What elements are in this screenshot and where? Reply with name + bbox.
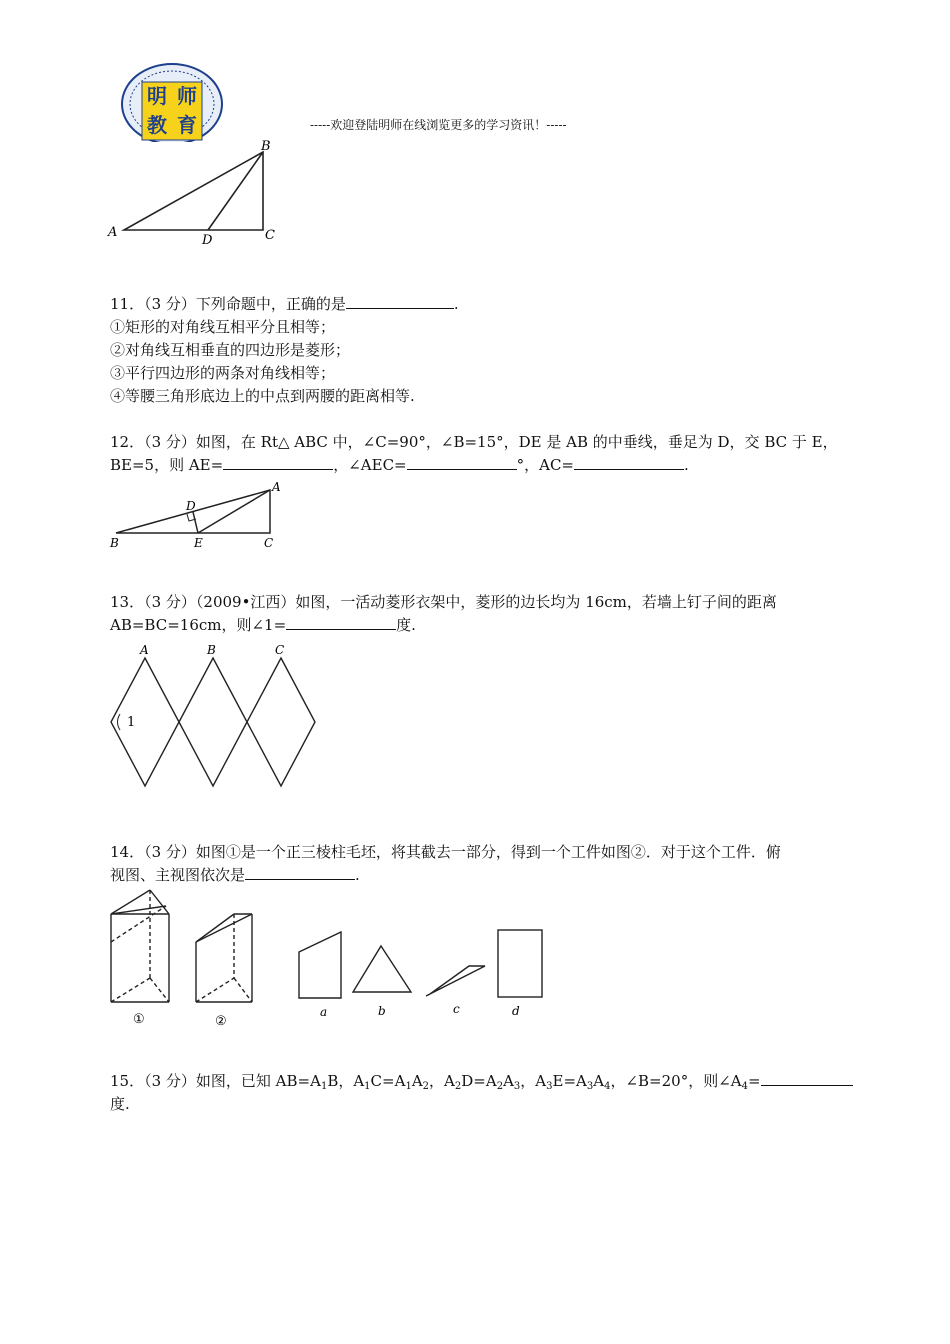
- question-11-option: ①矩形的对角线互相平分且相等；: [110, 318, 336, 336]
- point-label-a: A: [140, 643, 149, 657]
- answer-blank-ae[interactable]: [223, 453, 333, 470]
- header-banner: -----欢迎登陆明师在线浏览更多的学习资讯！-----: [310, 118, 567, 132]
- point-label-c: C: [265, 228, 275, 243]
- prism-2: [196, 914, 252, 1002]
- logo-char: 育: [177, 113, 197, 137]
- caption-d: d: [512, 1004, 520, 1018]
- figure-q14-prisms: [100, 882, 560, 1032]
- view-d: [498, 930, 542, 997]
- angle-label-1: 1: [127, 715, 136, 730]
- question-11-stem: 11．（3 分）下列命题中，正确的是: [110, 295, 346, 313]
- caption-b: b: [378, 1004, 386, 1018]
- figure-q13-rhombus-rack: [100, 640, 330, 792]
- question-14-line1: 14．（3 分）如图①是一个正三棱柱毛坯，将其截去一部分，得到一个工件如图②．对于这个工件．俯: [110, 843, 781, 861]
- view-b: [353, 946, 411, 992]
- caption-2: ②: [215, 1014, 227, 1029]
- figure-q12-triangle: [100, 478, 290, 554]
- answer-blank-aec[interactable]: [407, 453, 517, 470]
- question-15-line2: 度.: [110, 1095, 130, 1113]
- point-label-b: B: [110, 536, 119, 550]
- answer-blank-angle1[interactable]: [286, 613, 396, 630]
- point-label-e: E: [194, 536, 203, 550]
- point-label-d: D: [202, 233, 213, 248]
- logo-char: 明: [147, 84, 167, 108]
- logo-char: 师: [177, 84, 197, 108]
- question-12-line1: 12．（3 分）如图，在 Rt△ ABC 中，∠C=90°，∠B=15°，DE 是 AB 的中垂线，垂足为 D，交 BC 于 E，: [110, 433, 838, 451]
- caption-c: c: [453, 1002, 460, 1016]
- question-11-option: ③平行四边形的两条对角线相等；: [110, 364, 336, 382]
- point-label-a: A: [272, 480, 281, 494]
- question-11: 11．（3 分）下列命题中，正确的是 .: [110, 292, 459, 316]
- prism-1: [111, 890, 169, 1002]
- point-label-d: D: [186, 499, 196, 513]
- figure-q10-triangle: [100, 138, 290, 250]
- point-label-b: B: [261, 139, 271, 154]
- question-11-option: ②对角线互相垂直的四边形是菱形；: [110, 341, 351, 359]
- point-label-b: B: [207, 643, 216, 657]
- logo-char: 教: [147, 113, 167, 137]
- caption-a: a: [320, 1005, 328, 1019]
- answer-blank-ac[interactable]: [574, 453, 684, 470]
- logo: [120, 60, 224, 142]
- question-15-line1: 15．（3 分）如图，已知 $AB=A_1B$，$A_1C=A_1A_2$，$A_2D=A_2A_3$，$A_3E=A_3A_4$，∠B=20°，则$\angle A_4=$: [110, 1069, 853, 1093]
- answer-blank-views[interactable]: [245, 863, 355, 880]
- question-14-line2: 视图、主视图依次是 .: [110, 863, 360, 887]
- question-13-line1: 13．（3 分）（2009•江西）如图，一活动菱形衣架中，菱形的边长均为 16cm，若墙上钉子间的距离: [110, 593, 777, 611]
- answer-blank-a4[interactable]: [761, 1069, 853, 1086]
- point-label-c: C: [275, 643, 285, 657]
- question-12-line2: BE=5，则 AE= ，∠AEC= °，AC= .: [110, 453, 689, 477]
- caption-1: ①: [133, 1012, 145, 1027]
- question-13-line2: AB=BC=16cm，则∠1= 度.: [110, 613, 416, 637]
- view-a: [299, 932, 341, 998]
- point-label-c: C: [264, 536, 274, 550]
- view-c: [426, 966, 485, 996]
- point-label-a: A: [108, 225, 118, 240]
- answer-blank[interactable]: [346, 292, 454, 309]
- question-11-option: ④等腰三角形底边上的中点到两腰的距离相等.: [110, 387, 415, 405]
